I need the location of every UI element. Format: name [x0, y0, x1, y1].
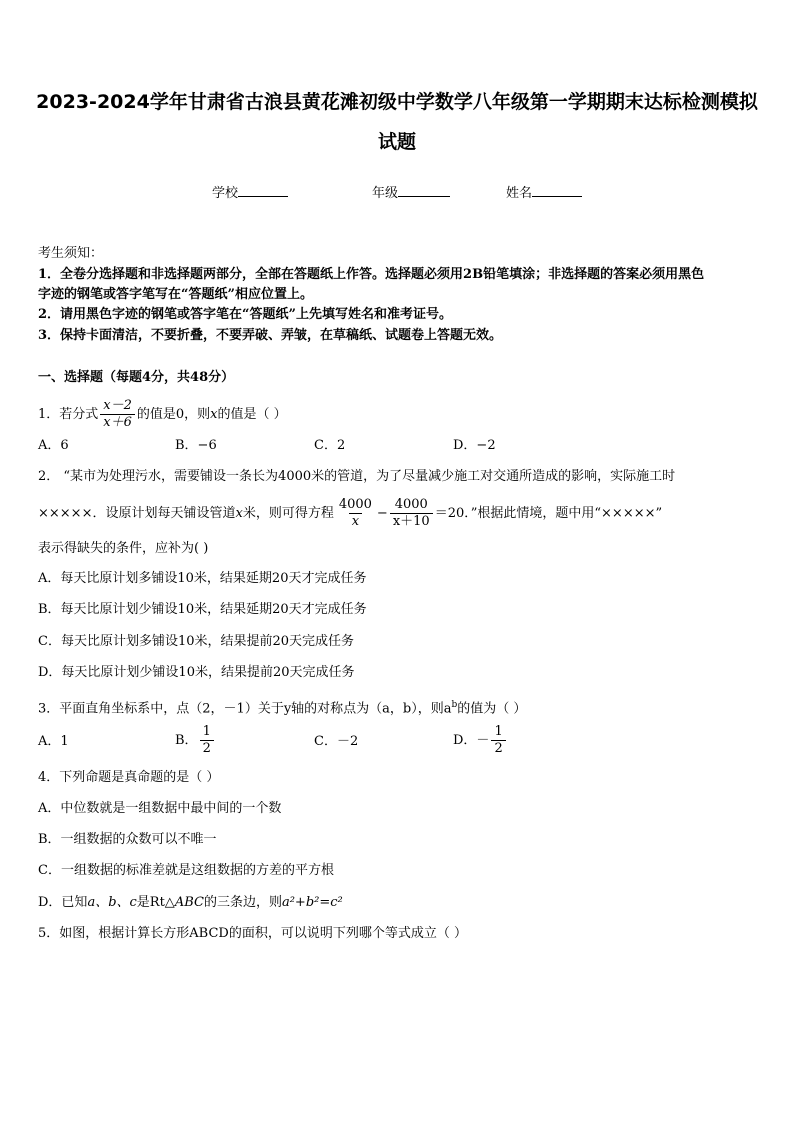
- q4-option-a: A．中位数就是一组数据中最中间的一个数: [38, 801, 282, 816]
- school-blank: [238, 183, 288, 197]
- grade-field: [372, 182, 450, 201]
- notice-item-2: 2．请用黑色字迹的钢笔或答字笔在“答题纸”上先填写姓名和准考证号。: [38, 307, 453, 322]
- notice-item-1-cont: 字迹的钢笔或答字笔写在“答题纸”相应位置上。: [38, 287, 313, 302]
- notice-heading: 考生须知：: [38, 246, 104, 261]
- q3-option-b: B． $\frac{1}{2}$: [175, 724, 216, 757]
- q1-fraction: $\frac{x-2}{x+6}$: [100, 398, 135, 431]
- q2-fraction-2: $\frac{4000}{x+10}$: [390, 497, 433, 530]
- q3-option-d: D．－ $\frac{1}{2}$: [453, 724, 508, 757]
- notice-item-3: 3．保持卡面清洁，不要折叠，不要弄破、弄皱，在草稿纸、试题卷上答题无效。: [38, 328, 503, 343]
- q2-option-b: B．每天比原计划少铺设10米，结果延期20天才完成任务: [38, 602, 367, 617]
- q4-option-d: D．已知a、b、c是Rt△ABC的三条边，则a²+b²=c²: [38, 895, 343, 910]
- q1-option-d: D．−2: [453, 438, 496, 453]
- q2-option-c: C．每天比原计划多铺设10米，结果提前20天完成任务: [38, 634, 355, 649]
- exam-title-line2: 试题: [377, 131, 416, 153]
- question-2-line2: ×××××．设原计划每天铺设管道x米，则可得方程 $\frac{4000}{x}$ − $\frac{4000}{x+10}$ ＝20．”根据此情境，题中用“×××××”: [38, 497, 663, 529]
- section-heading: 一、选择题（每题4分，共48分）: [38, 370, 235, 385]
- q2-option-d: D．每天比原计划少铺设10米，结果提前20天完成任务: [38, 665, 355, 680]
- q3-option-a: A．1: [38, 734, 69, 749]
- school-field: [212, 182, 288, 201]
- question-2-line1: 2． “某市为处理污水，需要铺设一条长为4000米的管道，为了尽量减少施工对交通所造成的影响，实际施工时: [38, 469, 676, 484]
- name-blank: [532, 183, 582, 197]
- name-label: 姓名: [506, 186, 533, 201]
- grade-label: 年级: [372, 186, 399, 201]
- school-label: 学校: [212, 186, 239, 201]
- q1-option-b: B．−6: [175, 438, 217, 453]
- q2-option-a: A．每天比原计划多铺设10米，结果延期20天才完成任务: [38, 571, 367, 586]
- question-4: 4．下列命题是真命题的是（ ）: [38, 770, 220, 785]
- question-2-line3: 表示得缺失的条件，应补为( ): [38, 541, 209, 556]
- q1-option-a: A．6: [38, 438, 69, 453]
- q4-option-b: B．一组数据的众数可以不唯一: [38, 832, 217, 847]
- notice-item-1: 1．全卷分选择题和非选择题两部分，全部在答题纸上作答。选择题必须用2B铅笔填涂；非选择题的答案必须用黑色: [38, 267, 705, 282]
- q3-option-c: C．－2: [314, 734, 359, 749]
- exam-title-line1: 2023-2024学年甘肃省古浪县黄花滩初级中学数学八年级第一学期期末达标检测模拟: [36, 91, 758, 113]
- q1-option-c: C．2: [314, 438, 346, 453]
- q2-fraction-1: $\frac{4000}{x}$: [338, 497, 372, 529]
- question-5: 5．如图，根据计算长方形ABCD的面积，可以说明下列哪个等式成立（ ）: [38, 926, 467, 941]
- question-1: 1．若分式 $\frac{x-2}{x+6}$ 的值是0，则x的值是（ ）: [38, 398, 287, 430]
- grade-blank: [398, 183, 450, 197]
- name-field: [506, 182, 582, 201]
- question-3: 3．平面直角坐标系中，点（2，－1）关于y轴的对称点为（a，b），则$a^b$的值为（ ）: [38, 700, 527, 717]
- q4-option-c: C．一组数据的标准差就是这组数据的方差的平方根: [38, 863, 334, 878]
